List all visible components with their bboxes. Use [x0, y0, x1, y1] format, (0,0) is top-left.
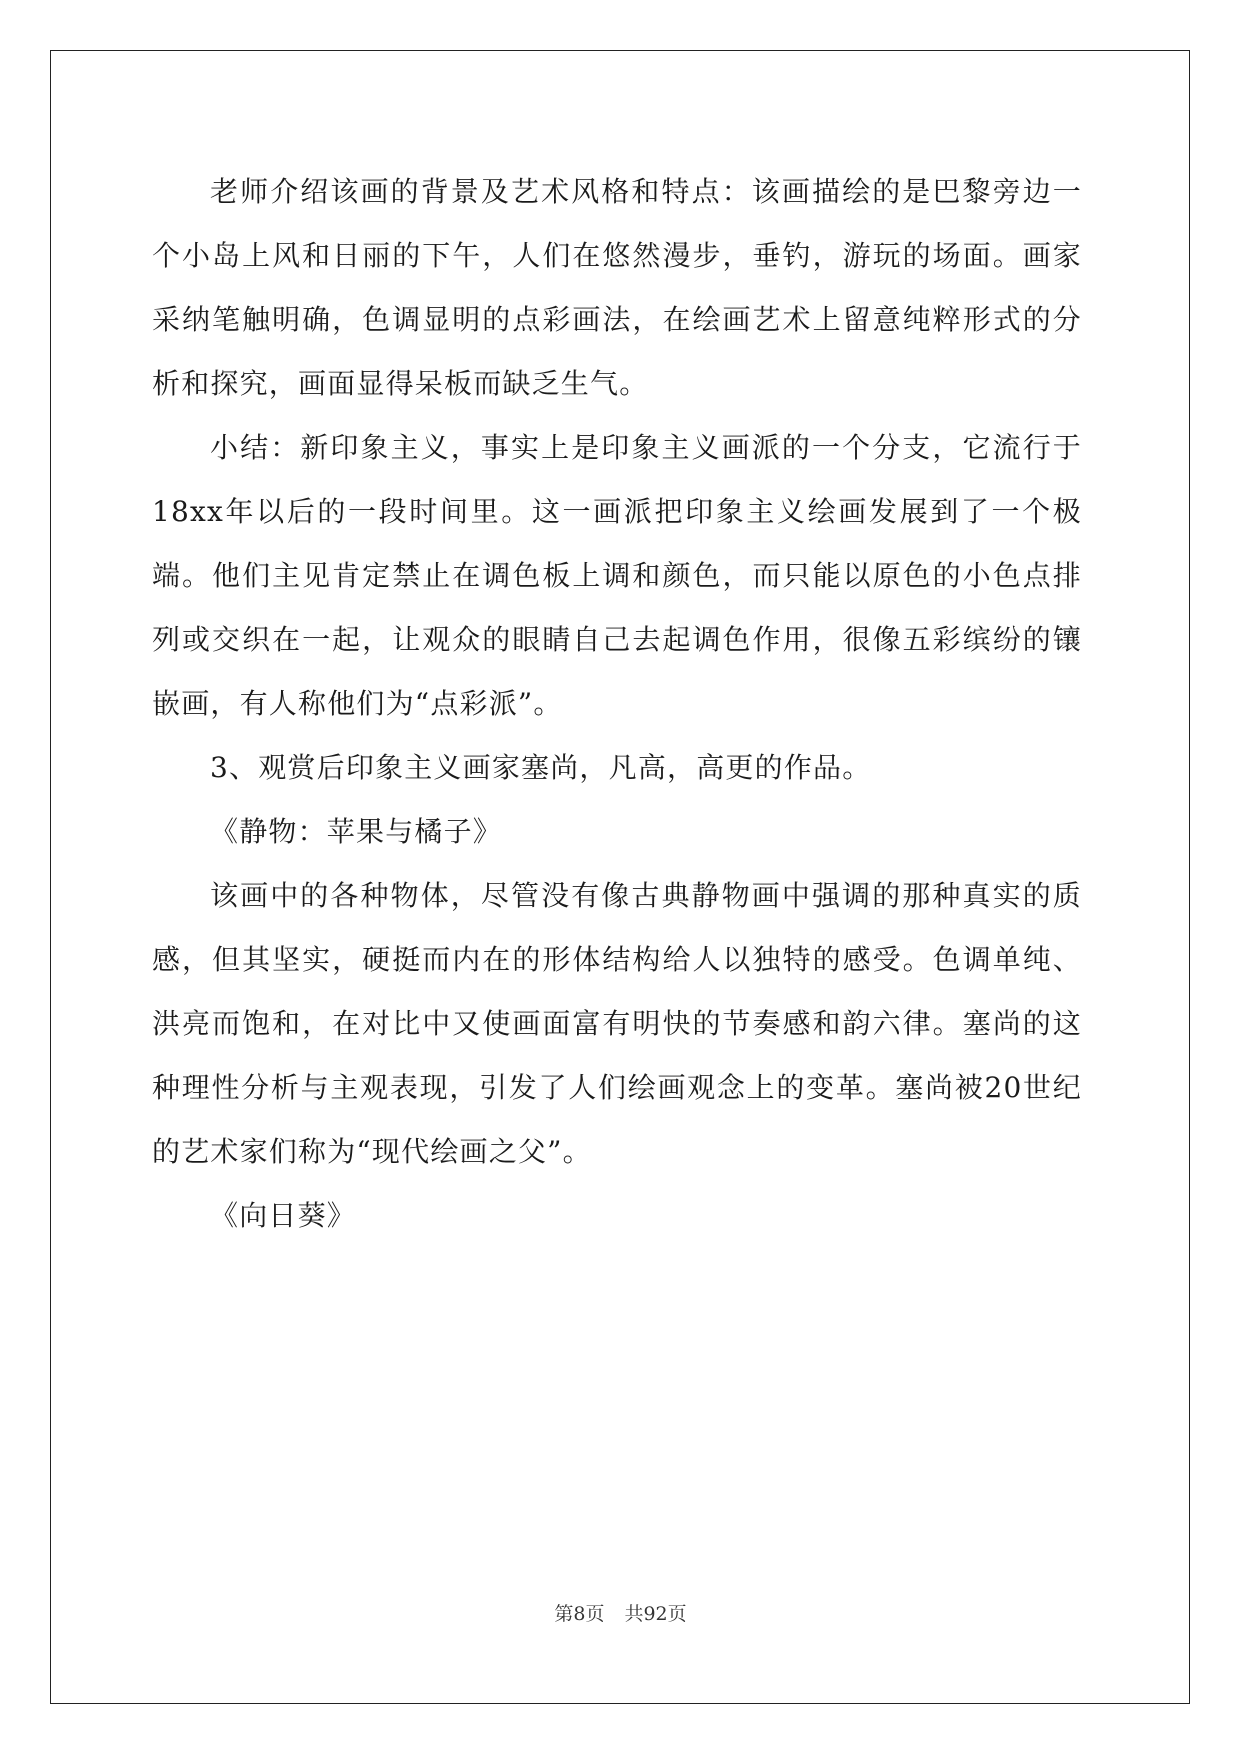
paragraph-title-sunflowers: 《向日葵》: [210, 1199, 357, 1232]
paragraph-still-life-description: 该画中的各种物体，尽管没有像古典静物画中强调的那种真实的质感，但其坚实，硬挺而内在的形体结构给人以独特的感受。色调单纯、洪亮而饱和，在对比中又使画面富有明快的节奏感和韵六律。塞尚的这种理性分析与主观表现，引发了人们绘画观念上的变革。塞尚被20世纪的艺术家们称为“现代绘画之父”。: [152, 879, 1082, 1168]
page-total: 共92页: [624, 1603, 687, 1625]
paragraph-summary: 小结：新印象主义，事实上是印象主义画派的一个分支，它流行于18xx年以后的一段时间里。这一画派把印象主义绘画发展到了一个极端。他们主见肯定禁止在调色板上调和颜色，而只能以原色的小色点排列或交织在一起，让观众的眼睛自己去起调色作用，很像五彩缤纷的镶嵌画，有人称他们为“点彩派”。: [152, 431, 1082, 720]
page-footer: [0, 1602, 1241, 1626]
paragraph-section-3: 3、观赏后印象主义画家塞尚，凡高，高更的作品。: [210, 751, 872, 784]
page-number: 第8页: [554, 1603, 605, 1625]
paragraph-painting-intro: 老师介绍该画的背景及艺术风格和特点：该画描绘的是巴黎旁边一个小岛上风和日丽的下午，人们在悠然漫步，垂钓，游玩的场面。画家采纳笔触明确，色调显明的点彩画法，在绘画艺术上留意纯粹形式的分析和探究，画面显得呆板而缺乏生气。: [152, 175, 1082, 400]
paragraph-title-still-life: 《静物：苹果与橘子》: [210, 815, 503, 848]
document-body: [152, 160, 1082, 1248]
